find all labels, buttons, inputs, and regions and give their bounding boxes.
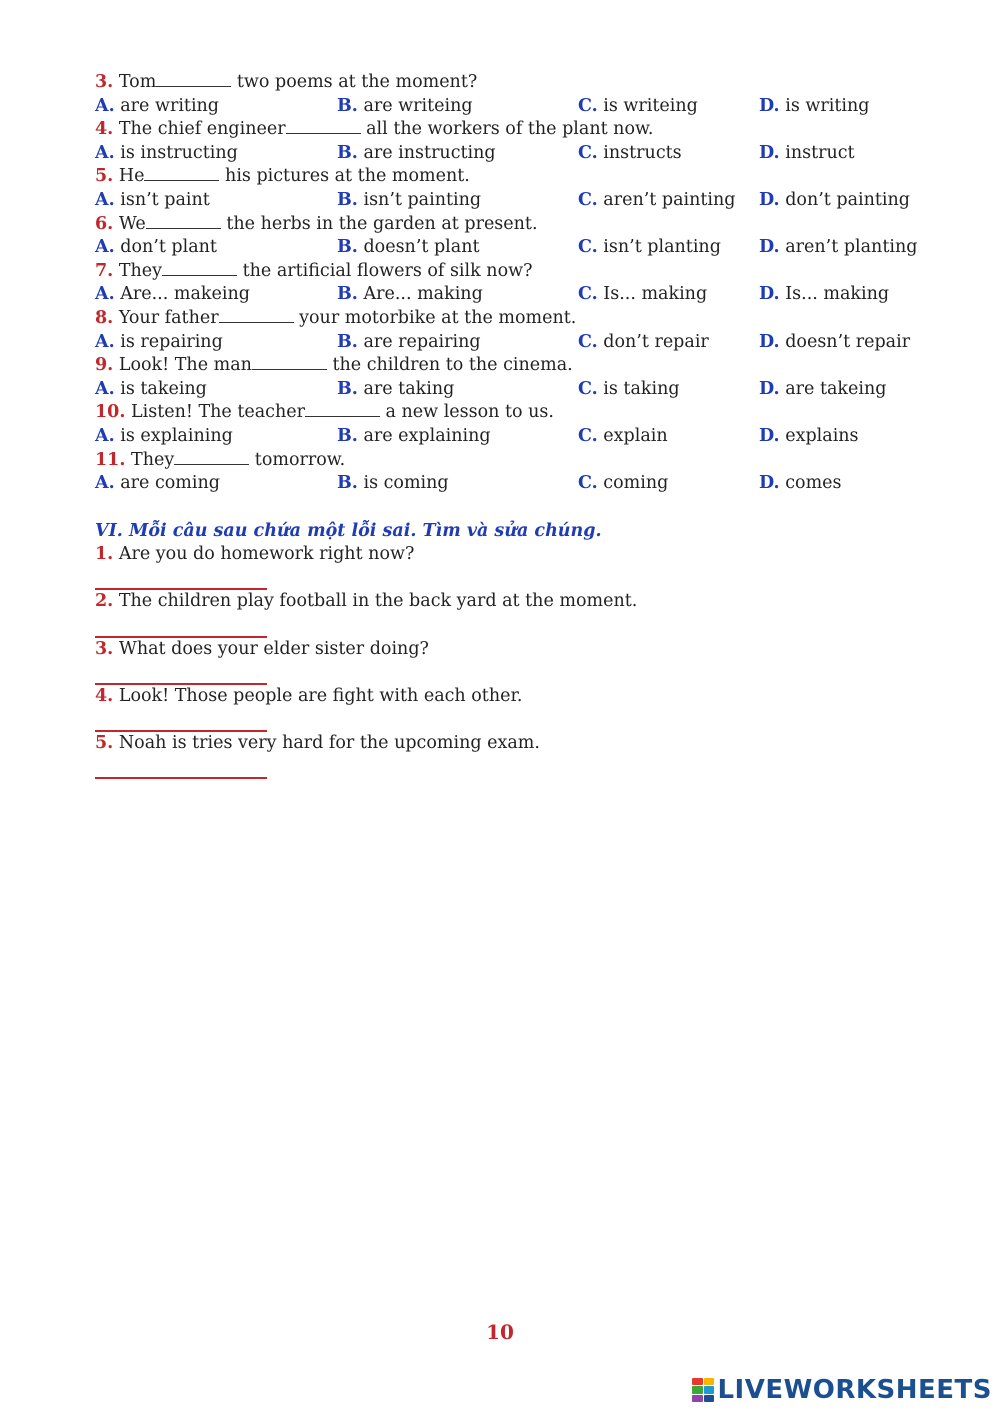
item-number: 2.: [95, 591, 114, 612]
option-d[interactable]: [759, 472, 842, 496]
question-number: 6.: [95, 213, 114, 234]
option-a[interactable]: [95, 142, 238, 166]
option-d[interactable]: [759, 142, 855, 166]
option-letter: C.: [578, 473, 598, 494]
option-b[interactable]: [337, 95, 473, 119]
answer-blank[interactable]: [305, 401, 380, 417]
question-text-after: a new lesson to us.: [379, 402, 554, 423]
question-text-before: He: [118, 166, 145, 187]
answer-line[interactable]: [95, 614, 267, 638]
question-number: 10.: [95, 402, 126, 423]
error-item: [95, 590, 955, 637]
option-letter: A.: [95, 95, 115, 116]
option-letter: A.: [95, 237, 115, 258]
option-d[interactable]: [759, 331, 910, 355]
option-c[interactable]: [578, 331, 709, 355]
option-text: don’t plant: [120, 237, 217, 258]
question-line: [95, 71, 955, 95]
option-d[interactable]: [759, 236, 917, 260]
option-letter: D.: [759, 95, 780, 116]
option-letter: A.: [95, 425, 115, 446]
option-c[interactable]: [578, 189, 736, 213]
options-row: [95, 236, 955, 260]
error-sentence: [95, 732, 955, 756]
option-text: are taking: [363, 378, 455, 399]
option-letter: B.: [337, 331, 358, 352]
option-text: is takeing: [120, 378, 207, 399]
option-text: aren’t painting: [603, 189, 736, 210]
options-row: [95, 331, 955, 355]
option-d[interactable]: [759, 425, 859, 449]
question-number: 9.: [95, 355, 114, 376]
answer-blank[interactable]: [144, 165, 219, 181]
question-text-after: tomorrow.: [249, 449, 346, 470]
item-text: The children play football in the back yard at the moment.: [118, 591, 638, 612]
option-text: don’t painting: [785, 189, 911, 210]
question-text-before: They: [118, 260, 163, 281]
question-number: 4.: [95, 119, 114, 140]
option-text: explains: [785, 425, 859, 446]
option-c[interactable]: [578, 95, 698, 119]
option-a[interactable]: [95, 189, 210, 213]
section-6-title: VI. Mỗi câu sau chứa một lỗi sai. Tìm và sửa chúng.: [95, 520, 602, 541]
answer-blank[interactable]: [146, 213, 221, 229]
option-text: are instructing: [363, 142, 496, 163]
question-number: 8.: [95, 307, 114, 328]
option-d[interactable]: [759, 378, 886, 402]
options-row: [95, 142, 955, 166]
option-text: is repairing: [120, 331, 223, 352]
option-text: Are... making: [363, 284, 483, 305]
question-text-before: Tom: [118, 72, 157, 92]
option-letter: D.: [759, 142, 780, 163]
option-letter: B.: [337, 284, 358, 305]
question-text-before: We: [118, 213, 146, 234]
question-text-after: the children to the cinema.: [326, 355, 573, 376]
option-text: explain: [603, 425, 668, 446]
page-number: 10: [486, 1320, 514, 1344]
option-text: Is... making: [603, 284, 708, 305]
option-text: are takeing: [785, 378, 887, 399]
item-number: 5.: [95, 733, 114, 754]
option-text: are writeing: [363, 95, 473, 116]
answer-blank[interactable]: [162, 260, 237, 276]
options-row: [95, 189, 955, 213]
question-text-after: your motorbike at the moment.: [293, 307, 577, 328]
option-letter: A.: [95, 142, 115, 163]
item-text: What does your elder sister doing?: [118, 638, 429, 659]
option-text: are repairing: [363, 331, 481, 352]
item-text: Look! Those people are fight with each other.: [118, 685, 523, 706]
option-b[interactable]: [337, 189, 481, 213]
multiple-choice-block: [95, 71, 955, 496]
question-text-after: the herbs in the garden at present.: [220, 213, 538, 234]
option-c[interactable]: [578, 283, 707, 307]
option-text: are coming: [120, 473, 220, 494]
error-sentence: [95, 590, 955, 614]
question-line: [95, 449, 955, 473]
option-b[interactable]: [337, 283, 483, 307]
question-text-after: all the workers of the plant now.: [360, 119, 654, 140]
option-text: doesn’t repair: [785, 331, 911, 352]
options-row: [95, 378, 955, 402]
option-d[interactable]: [759, 189, 910, 213]
question-line: [95, 118, 955, 142]
option-text: is explaining: [120, 425, 233, 446]
item-text: Noah is tries very hard for the upcoming exam.: [118, 733, 540, 754]
error-sentence: [95, 685, 955, 709]
option-a[interactable]: [95, 472, 220, 496]
option-text: doesn’t plant: [363, 237, 480, 258]
option-letter: D.: [759, 378, 780, 399]
question-line: [95, 260, 955, 284]
option-letter: B.: [337, 237, 358, 258]
option-text: is instructing: [120, 142, 238, 163]
option-letter: C.: [578, 95, 598, 116]
question-line: [95, 165, 955, 189]
option-text: instructs: [603, 142, 682, 163]
question-text-before: Listen! The teacher: [131, 402, 305, 423]
liveworksheets-logo-icon: [692, 1378, 714, 1402]
option-letter: B.: [337, 425, 358, 446]
answer-blank[interactable]: [156, 71, 231, 87]
option-a[interactable]: [95, 378, 207, 402]
option-letter: B.: [337, 189, 358, 210]
error-item: [95, 638, 955, 685]
option-letter: B.: [337, 378, 358, 399]
brand-logo: [692, 1373, 992, 1407]
options-row: [95, 95, 955, 119]
answer-line[interactable]: [95, 708, 267, 732]
question-number: 11.: [95, 449, 126, 470]
option-text: Are... makeing: [120, 284, 250, 305]
brand-name: LIVEWORKSHEETS: [717, 1375, 992, 1405]
item-number: 4.: [95, 685, 114, 706]
question-text-before: Your father: [118, 307, 219, 328]
option-b[interactable]: [337, 236, 480, 260]
option-letter: D.: [759, 189, 780, 210]
question-line: [95, 307, 955, 331]
answer-line[interactable]: [95, 756, 267, 780]
error-item: [95, 543, 955, 590]
option-letter: A.: [95, 189, 115, 210]
options-row: [95, 472, 955, 496]
option-letter: C.: [578, 331, 598, 352]
worksheet-content: [95, 71, 955, 779]
option-text: are writing: [120, 95, 220, 116]
answer-blank[interactable]: [286, 118, 361, 134]
option-a[interactable]: [95, 236, 217, 260]
option-letter: B.: [337, 473, 358, 494]
question-line: [95, 354, 955, 378]
question-number: 7.: [95, 260, 114, 281]
options-row: [95, 425, 955, 449]
question-number: 3.: [95, 72, 114, 92]
option-letter: A.: [95, 473, 115, 494]
option-letter: C.: [578, 142, 598, 163]
question-text-before: The chief engineer: [118, 119, 286, 140]
question-text-after: the artificial flowers of silk now?: [237, 260, 533, 281]
option-text: is taking: [603, 378, 680, 399]
question-line: [95, 401, 955, 425]
question-line: [95, 213, 955, 237]
option-a[interactable]: [95, 331, 223, 355]
option-a[interactable]: [95, 425, 233, 449]
option-text: comes: [785, 473, 842, 494]
option-c[interactable]: [578, 142, 682, 166]
item-number: 1.: [95, 544, 114, 565]
option-letter: A.: [95, 378, 115, 399]
answer-line[interactable]: [95, 661, 267, 685]
option-c[interactable]: [578, 236, 721, 260]
option-text: is writing: [785, 95, 870, 116]
option-letter: D.: [759, 284, 780, 305]
option-text: is coming: [363, 473, 449, 494]
option-b[interactable]: [337, 472, 449, 496]
error-correction-block: [95, 543, 955, 779]
option-letter: D.: [759, 331, 780, 352]
answer-blank[interactable]: [174, 449, 249, 465]
option-d[interactable]: [759, 95, 869, 119]
question-number: 5.: [95, 166, 114, 187]
error-sentence: [95, 638, 955, 662]
option-letter: D.: [759, 237, 780, 258]
question-text-after: two poems at the moment?: [231, 72, 478, 92]
option-b[interactable]: [337, 425, 491, 449]
answer-blank[interactable]: [252, 354, 327, 370]
option-letter: C.: [578, 237, 598, 258]
answer-blank[interactable]: [219, 307, 294, 323]
error-item: [95, 685, 955, 732]
option-letter: C.: [578, 425, 598, 446]
option-c[interactable]: [578, 425, 668, 449]
option-letter: C.: [578, 378, 598, 399]
option-b[interactable]: [337, 331, 481, 355]
option-text: instruct: [785, 142, 855, 163]
option-c[interactable]: [578, 378, 680, 402]
option-c[interactable]: [578, 472, 668, 496]
answer-line[interactable]: [95, 567, 267, 591]
option-text: isn’t paint: [120, 189, 210, 210]
item-text: Are you do homework right now?: [118, 544, 415, 565]
error-sentence: [95, 543, 955, 567]
option-letter: B.: [337, 95, 358, 116]
option-text: are explaining: [363, 425, 491, 446]
item-number: 3.: [95, 638, 114, 659]
option-letter: D.: [759, 473, 780, 494]
question-text-before: They: [131, 449, 175, 470]
question-text-before: Look! The man: [118, 355, 252, 376]
option-text: don’t repair: [603, 331, 709, 352]
option-text: coming: [603, 473, 669, 494]
option-d[interactable]: [759, 283, 889, 307]
option-a[interactable]: [95, 283, 250, 307]
error-item: [95, 732, 955, 779]
options-row: [95, 283, 955, 307]
option-text: is writeing: [603, 95, 698, 116]
option-text: isn’t painting: [363, 189, 482, 210]
option-letter: A.: [95, 284, 115, 305]
option-a[interactable]: [95, 95, 219, 119]
option-letter: D.: [759, 425, 780, 446]
option-letter: C.: [578, 284, 598, 305]
option-text: aren’t planting: [785, 237, 918, 258]
option-letter: B.: [337, 142, 358, 163]
option-letter: A.: [95, 331, 115, 352]
option-b[interactable]: [337, 378, 454, 402]
option-text: Is... making: [785, 284, 890, 305]
option-letter: C.: [578, 189, 598, 210]
option-text: isn’t planting: [603, 237, 721, 258]
option-b[interactable]: [337, 142, 496, 166]
question-text-after: his pictures at the moment.: [219, 166, 470, 187]
